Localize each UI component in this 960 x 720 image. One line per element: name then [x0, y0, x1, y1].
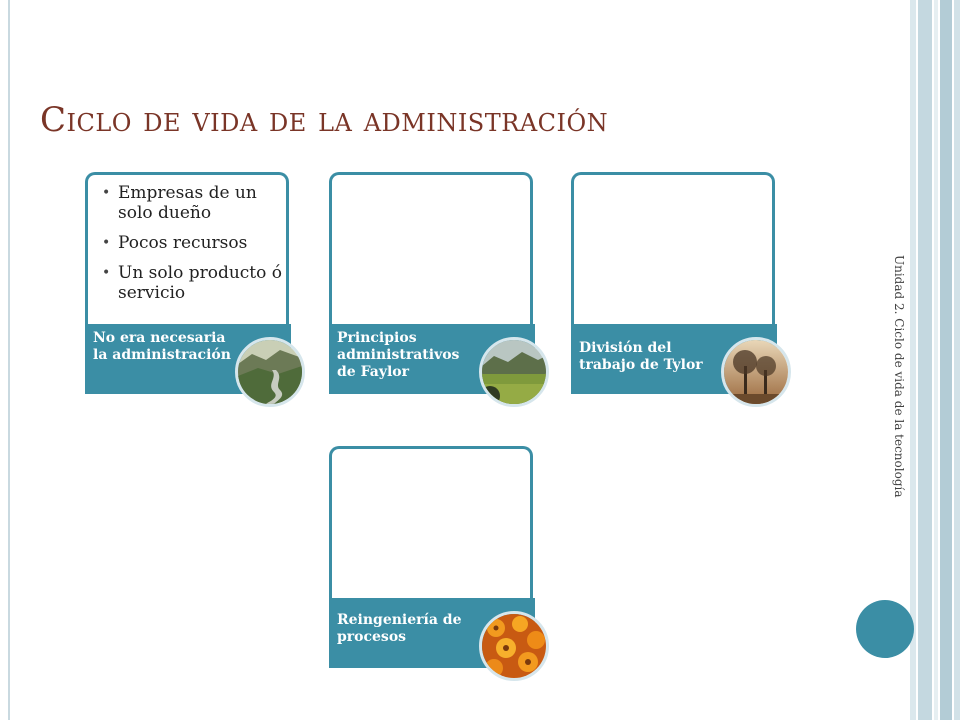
left-border-line [8, 0, 10, 720]
right-decorative-stripes [910, 0, 960, 720]
green-valley-photo [479, 337, 549, 407]
river-valley-photo [235, 337, 305, 407]
card-no-administracion [85, 172, 289, 394]
slide-title: Ciclo de vida de la administración [40, 100, 609, 140]
card-content-box [571, 172, 775, 347]
bullet-item: • Un solo producto ó servicio [100, 263, 292, 303]
bullet-list [100, 183, 292, 313]
card-division-tylor [571, 172, 775, 394]
card-label: Reingeniería de procesos [337, 612, 462, 645]
decorative-circle [856, 600, 914, 658]
card-reingenieria [329, 446, 533, 668]
card-principios-faylor [329, 172, 533, 394]
orange-flowers-photo [479, 611, 549, 681]
card-content-box [329, 172, 533, 347]
bullet-item: • Empresas de un solo dueño [100, 183, 292, 223]
card-label: Principios administrativos de Faylor [337, 330, 460, 380]
card-label: División del trabajo de Tylor [579, 340, 703, 373]
side-label-container [880, 255, 904, 545]
side-label: Unidad 2. Ciclo de vida de la tecnología [892, 255, 906, 498]
card-label: No era necesaria la administración [93, 330, 231, 363]
bullet-item: • Pocos recursos [100, 233, 292, 253]
card-content-box [85, 172, 289, 347]
trees-sunset-photo [721, 337, 791, 407]
card-content-box [329, 446, 533, 621]
